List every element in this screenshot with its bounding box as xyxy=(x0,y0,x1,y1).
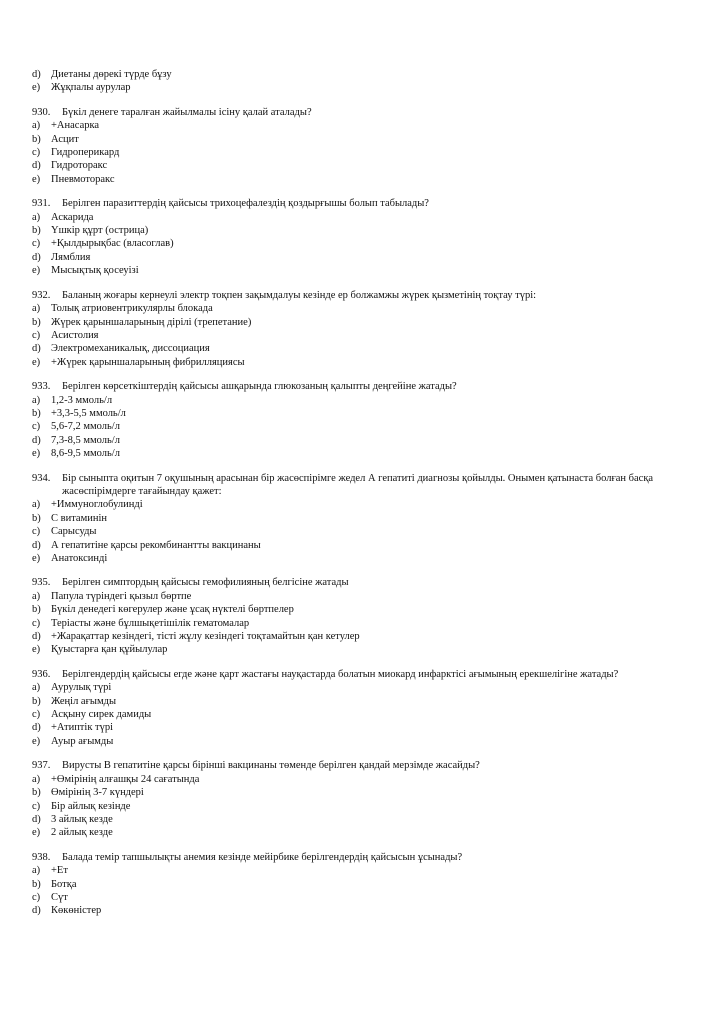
question-block xyxy=(32,668,692,748)
question-text: Бір сыныпта оқитын 7 оқушының арасынан бір жасөспірімге жедел А гепатиті диагнозы қойылды. Онымен қатынаста болған басқа жасөспірімдерге тағайындау қажет: xyxy=(62,472,654,497)
answer-option xyxy=(32,224,692,237)
answer-option xyxy=(32,773,692,786)
option-text: Гидроторакс xyxy=(51,160,108,172)
option-letter: a) xyxy=(32,773,41,785)
question-block xyxy=(32,289,692,369)
answer-option xyxy=(32,813,692,826)
option-letter: d) xyxy=(32,160,41,172)
answer-option xyxy=(32,329,692,342)
option-letter: c) xyxy=(32,329,41,341)
option-text: Анатоксинді xyxy=(51,553,108,564)
option-text: С витаминін xyxy=(51,512,108,524)
option-letter: b) xyxy=(32,604,41,616)
option-text: Көкөністер xyxy=(51,905,102,917)
option-text: 3 айлық кезде xyxy=(51,813,113,825)
question-line xyxy=(32,197,692,210)
answer-option xyxy=(32,159,692,172)
answer-option xyxy=(32,251,692,264)
option-text: Жұқпалы аурулар xyxy=(51,82,131,94)
option-letter: c) xyxy=(32,891,41,903)
option-text: Жүрек қарыншаларының дірілі (трепетание) xyxy=(51,316,252,328)
option-letter: c) xyxy=(32,800,41,812)
answer-option xyxy=(32,356,692,369)
option-text: +Жарақаттар кезіндегі, тісті жұлу кезіндегі тоқтамайтын қан кетулер xyxy=(51,631,360,643)
question-number: 938. xyxy=(32,851,51,863)
option-text: Ауыр ағымды xyxy=(51,735,114,747)
answer-option xyxy=(32,512,692,525)
question-block xyxy=(32,759,692,839)
answer-option xyxy=(32,146,692,159)
question-number: 935. xyxy=(32,577,51,589)
option-letter: e) xyxy=(32,265,41,277)
option-letter: c) xyxy=(32,709,41,721)
question-block xyxy=(32,576,692,656)
option-letter: a) xyxy=(32,682,41,694)
answer-option xyxy=(32,539,692,552)
option-letter: d) xyxy=(32,343,41,355)
question-line xyxy=(32,576,692,589)
question-line xyxy=(32,106,692,119)
answer-option xyxy=(32,237,692,250)
option-letter: a) xyxy=(32,590,41,602)
answer-option xyxy=(32,173,692,186)
option-text: +Анасарка xyxy=(51,120,100,132)
option-text: Аурулық түрі xyxy=(51,682,112,694)
option-letter: d) xyxy=(32,813,41,825)
question-text: Вирусты В гепатитіне қарсы бірінші вакцинаны төменде берілген қандай мерзімде жасайды? xyxy=(62,760,480,772)
question-block xyxy=(32,197,692,277)
answer-option xyxy=(32,878,692,891)
option-text: Гидроперикард xyxy=(51,147,120,159)
question-text: Берілген көрсеткіштердің қайсысы ашқарында глюкозаның қалыпты деңгейіне жатады? xyxy=(62,381,457,393)
answer-option xyxy=(32,786,692,799)
option-letter: d) xyxy=(32,434,41,446)
answer-option xyxy=(32,695,692,708)
answer-option xyxy=(32,394,692,407)
option-letter: e) xyxy=(32,644,41,656)
option-letter: e) xyxy=(32,173,41,185)
answer-option xyxy=(32,735,692,748)
option-text: Үшкір құрт (острица) xyxy=(51,225,149,237)
answer-option xyxy=(32,498,692,511)
option-letter: b) xyxy=(32,407,41,419)
answer-option xyxy=(32,211,692,224)
option-text: Лямблия xyxy=(51,251,91,263)
option-text: Қуыстарға қан құйылулар xyxy=(51,644,168,656)
answer-option xyxy=(32,864,692,877)
answer-option xyxy=(32,81,692,94)
question-number: 930. xyxy=(32,106,51,118)
option-text: А гепатитіне қарсы рекомбинантты вакцинаны xyxy=(51,539,261,551)
option-text: +3,3-5,5 ммоль/л xyxy=(51,407,126,419)
option-text: 2 айлық кезде xyxy=(51,827,113,839)
option-letter: d) xyxy=(32,722,41,734)
question-line xyxy=(32,380,692,393)
option-letter: b) xyxy=(32,695,41,707)
option-text: +Иммуноглобулинді xyxy=(51,499,143,511)
option-text: Бүкіл денедегі көгерулер және ұсақ нүктелі бөртпелер xyxy=(51,604,294,616)
question-text: Берілген симптордың қайсысы гемофилияның белгісіне жатады xyxy=(62,577,349,589)
question-line xyxy=(32,289,692,302)
question-block xyxy=(32,472,692,566)
answer-option xyxy=(32,447,692,460)
question-line xyxy=(32,472,692,499)
option-letter: a) xyxy=(32,499,41,511)
question-number: 937. xyxy=(32,760,51,772)
option-text: +Өмірінің алғашқы 24 сағатында xyxy=(51,773,200,785)
answer-option xyxy=(32,603,692,616)
option-text: Электромеханикалық, диссоциация xyxy=(51,343,210,355)
option-letter: c) xyxy=(32,238,41,250)
answer-option xyxy=(32,133,692,146)
option-letter: d) xyxy=(32,631,41,643)
answer-option xyxy=(32,708,692,721)
answer-option xyxy=(32,342,692,355)
answer-option xyxy=(32,525,692,538)
question-text: Берілген паразиттердің қайсысы трихоцефалездің қоздырғышы болып табылады? xyxy=(62,198,429,210)
option-letter: e) xyxy=(32,448,41,460)
answer-option xyxy=(32,891,692,904)
answer-option xyxy=(32,630,692,643)
option-text: 5,6-7,2 ммоль/л xyxy=(51,421,120,433)
option-letter: b) xyxy=(32,133,41,145)
option-text: Аскарида xyxy=(51,211,94,223)
question-number: 936. xyxy=(32,668,51,680)
option-text: Сарысуды xyxy=(51,526,97,538)
answer-option xyxy=(32,552,692,565)
question-text: Бүкіл денеге таралған жайылмалы ісіну қалай аталады? xyxy=(62,106,312,118)
question-line xyxy=(32,668,692,681)
option-text: Ботқа xyxy=(51,878,77,890)
question-block xyxy=(32,106,692,186)
option-text: +Атиптік түрі xyxy=(51,722,114,734)
option-letter: c) xyxy=(32,147,41,159)
question-block xyxy=(32,851,692,918)
option-text: Пневмоторакс xyxy=(51,173,115,185)
option-letter: a) xyxy=(32,120,41,132)
answer-option xyxy=(32,643,692,656)
answer-option xyxy=(32,826,692,839)
answer-option xyxy=(32,420,692,433)
option-letter: b) xyxy=(32,512,41,524)
option-letter: e) xyxy=(32,356,41,368)
option-letter: d) xyxy=(32,251,41,263)
question-number: 932. xyxy=(32,289,51,301)
option-letter: e) xyxy=(32,82,41,94)
option-letter: b) xyxy=(32,225,41,237)
option-text: Толық атриовентрикулярлы блокада xyxy=(51,303,213,315)
question-block xyxy=(32,380,692,460)
option-letter: a) xyxy=(32,211,41,223)
option-text: Бір айлық кезінде xyxy=(51,800,131,812)
option-text: Асистолия xyxy=(51,329,99,341)
option-letter: a) xyxy=(32,303,41,315)
option-text: Сүт xyxy=(51,891,68,903)
question-number: 933. xyxy=(32,381,51,393)
answer-option xyxy=(32,681,692,694)
option-letter: c) xyxy=(32,526,41,538)
answer-option xyxy=(32,302,692,315)
option-text: Папула түріндегі қызыл бөртпе xyxy=(51,590,192,602)
option-letter: d) xyxy=(32,539,41,551)
answer-option xyxy=(32,590,692,603)
option-letter: b) xyxy=(32,787,41,799)
answer-option xyxy=(32,800,692,813)
option-text: +Қылдырықбас (власоглав) xyxy=(51,238,174,250)
option-letter: e) xyxy=(32,827,41,839)
option-letter: c) xyxy=(32,617,41,629)
option-text: 8,6-9,5 ммоль/л xyxy=(51,448,120,460)
option-text: Өмірінің 3-7 күндері xyxy=(51,787,144,799)
option-text: Асқыну сирек дамиды xyxy=(51,709,152,721)
option-letter: a) xyxy=(32,865,41,877)
option-text: 1,2-3 ммоль/л xyxy=(51,394,113,406)
answer-option xyxy=(32,316,692,329)
question-text: Берілгендердің қайсысы егде және қарт жастағы науқастарда болатын миокард инфарктісі ағымының ерекшелігіне жатады? xyxy=(62,668,619,680)
question-line xyxy=(32,851,692,864)
question-text: Баланың жоғары кернеулі электр тоқпен зақымдалуы кезінде ер болжамжы жүрек қызметінің тоқтау түрі: xyxy=(62,289,537,301)
question-number: 934. xyxy=(32,472,51,484)
answer-option xyxy=(32,119,692,132)
answer-option xyxy=(32,904,692,917)
option-letter: d) xyxy=(32,69,41,80)
option-letter: c) xyxy=(32,421,41,433)
answer-option xyxy=(32,434,692,447)
option-letter: b) xyxy=(32,878,41,890)
option-letter: a) xyxy=(32,394,41,406)
answer-option xyxy=(32,617,692,630)
option-text: Мысықтық қосеуізі xyxy=(51,265,139,277)
option-letter: b) xyxy=(32,316,41,328)
answer-option xyxy=(32,721,692,734)
option-letter: e) xyxy=(32,553,41,564)
answer-option xyxy=(32,68,692,81)
answer-option xyxy=(32,264,692,277)
question-text: Балада темір тапшылықты анемия кезінде мейірбике берілгендердің қайсысын ұсынады? xyxy=(62,851,463,863)
question-line xyxy=(32,759,692,772)
document-page xyxy=(32,68,692,929)
option-text: +Жүрек қарыншаларының фибрилляциясы xyxy=(51,356,245,368)
answer-option xyxy=(32,407,692,420)
option-text: Теріасты және бұлшықетішілік гематомалар xyxy=(51,617,250,629)
option-text: 7,3-8,5 ммоль/л xyxy=(51,434,120,446)
option-letter: e) xyxy=(32,735,41,747)
option-text: +Ет xyxy=(51,865,68,877)
question-number: 931. xyxy=(32,198,51,210)
question-block xyxy=(32,68,692,95)
option-text: Асцит xyxy=(51,133,79,145)
option-text: Диетаны дөрекі түрде бұзу xyxy=(51,69,172,80)
option-text: Жеңіл ағымды xyxy=(51,695,116,707)
option-letter: d) xyxy=(32,905,41,917)
